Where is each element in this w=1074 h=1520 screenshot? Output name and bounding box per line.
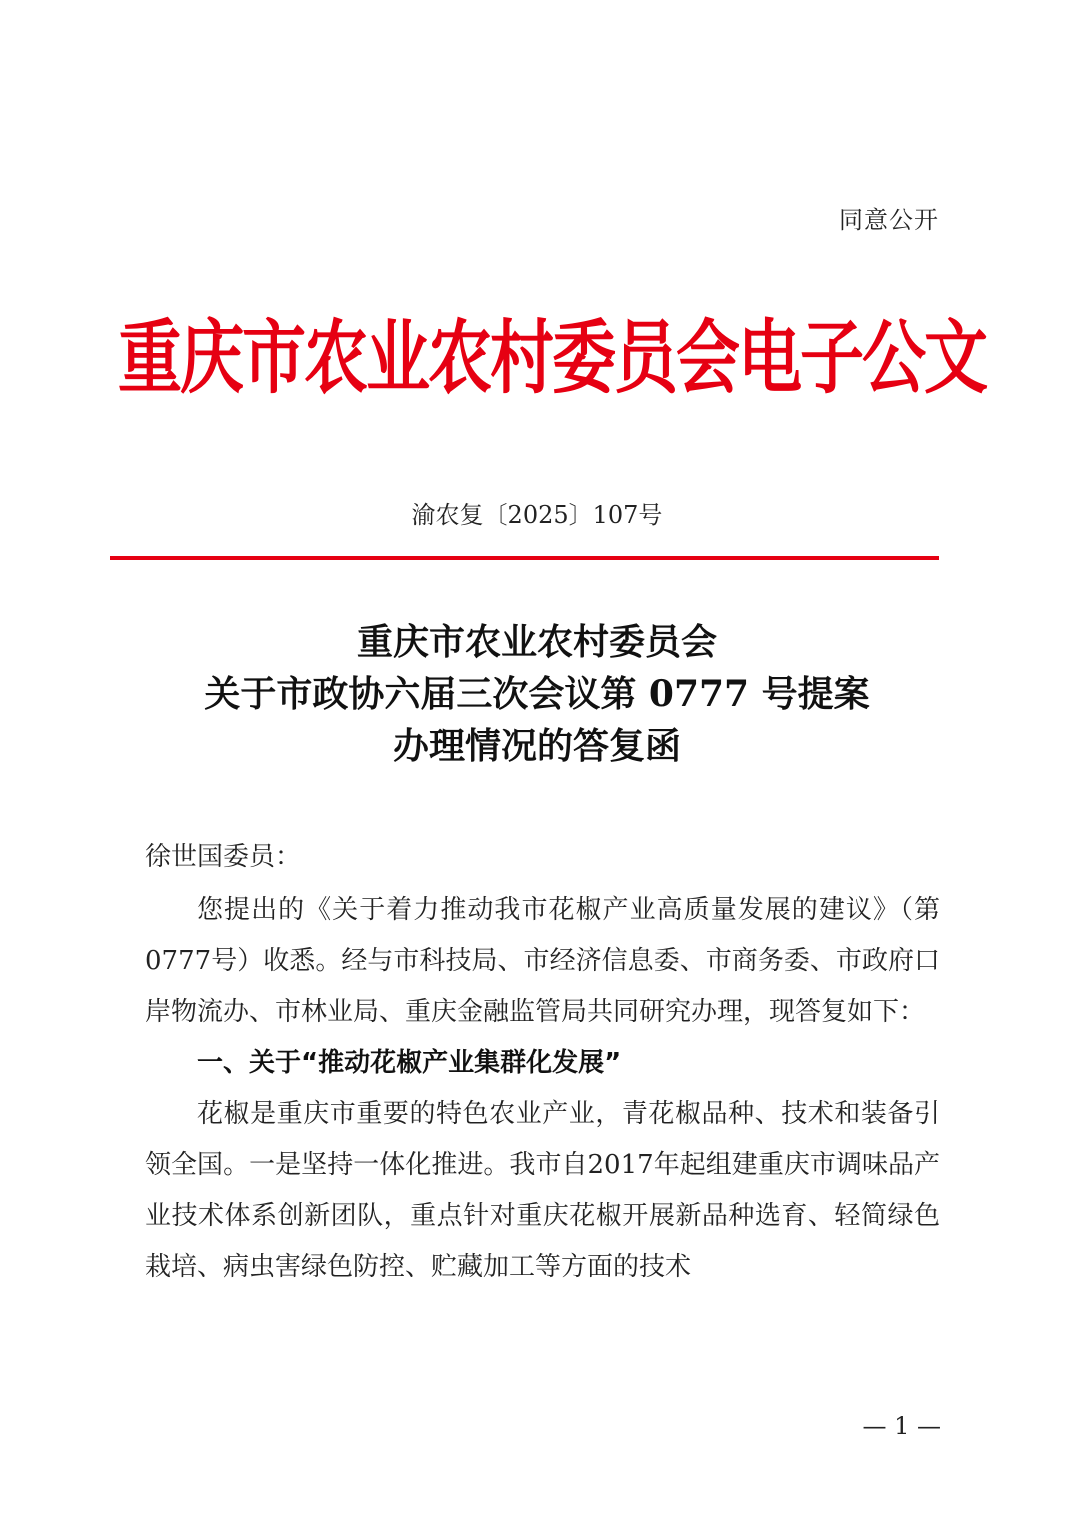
body-paragraph: 您提出的《关于着力推动我市花椒产业高质量发展的建议》（第0777号）收悉。经与市科技局、市经济信息委、市商务委、市政府口岸物流办、市林业局、重庆金融监管局共同研究办理，现答复如下： [145, 895, 940, 1027]
document-number: 渝农复〔2025〕107号 [411, 501, 663, 529]
salutation: 徐世国委员： [145, 842, 302, 872]
red-divider [110, 556, 939, 560]
title-line-1: 重庆市农业农村委员会 [356, 621, 717, 663]
section-heading: 一、关于“推动花椒产业集群化发展” [197, 1048, 622, 1078]
title-line-3: 办理情况的答复函 [392, 725, 681, 767]
disclosure-label: 同意公开 [839, 206, 939, 234]
document-title [0, 616, 1074, 772]
title-line-2: 关于市政协六届三次会议第 0777 号提案 [204, 673, 870, 715]
masthead-title: 重庆市农业农村委员会电子公文 [118, 312, 986, 406]
body-content [145, 885, 940, 1293]
body-paragraph: 花椒是重庆市重要的特色农业产业，青花椒品种、技术和装备引领全国。一是坚持一体化推进。我市自2017年起组建重庆市调味品产业技术体系创新团队，重点针对重庆花椒开展新品种选育、轻简绿色栽培、病虫害绿色防控、贮藏加工等方面的技术 [145, 1099, 940, 1282]
page-number: — 1 — [862, 1412, 941, 1440]
